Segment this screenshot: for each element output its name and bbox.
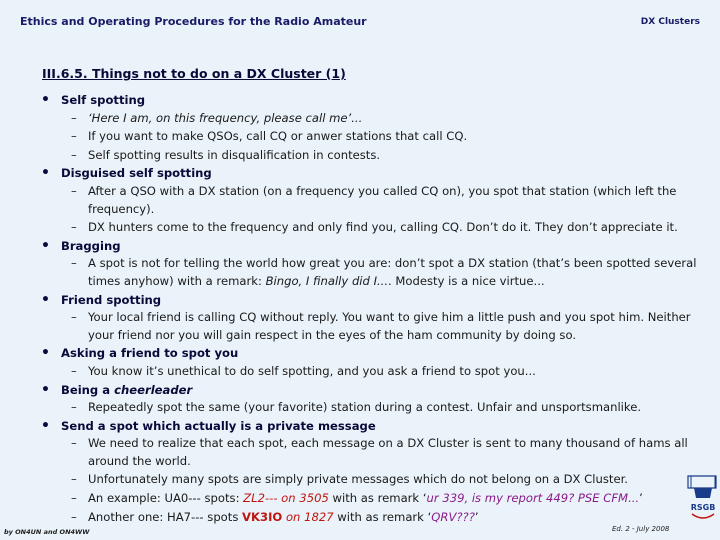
dash-icon: –	[71, 472, 77, 487]
sub-bullet	[40, 183, 716, 218]
header-left-title: Ethics and Operating Procedures for the Radio Amateur	[20, 15, 367, 28]
bullet-dot-icon: •	[41, 92, 50, 108]
sub-bullet	[40, 255, 716, 290]
sub-bullet-text: After a QSO with a DX station (on a frequency you called CQ on), you spot that station (which left the frequency).	[88, 183, 677, 216]
sub-bullet-text: ‘Here I am, on this frequency, please call me’...	[88, 110, 363, 125]
dash-icon: –	[71, 509, 77, 524]
sub-bullet	[40, 490, 716, 508]
footer-edition: Ed. 2 - July 2008	[612, 525, 670, 533]
sub-bullet-text: You know it’s unethical to do self spotting, and you ask a friend to spot you...	[88, 363, 536, 378]
sub-bullet	[40, 128, 716, 146]
footer-authors: by ON4UN and ON4WW	[4, 528, 90, 536]
bullet-heading: Friend spotting	[61, 292, 162, 307]
sub-bullet-text: with as remark ‘	[328, 491, 427, 506]
sub-bullet	[40, 435, 716, 470]
spotted-frequency: on 1827	[285, 509, 334, 524]
spot-remark: QRV???	[431, 509, 475, 524]
bullet-heading: Bragging	[61, 238, 121, 253]
bragging-remark: Bingo, I finally did I...	[265, 273, 389, 288]
sub-bullet-text: An example: UA0--- spots:	[88, 491, 244, 506]
dash-icon: –	[71, 436, 77, 451]
spot-remark: ur 339, is my report 449? PSE CFM...	[426, 491, 640, 506]
sub-bullet-text: Repeatedly spot the same (your favorite) station during a contest. Unfair and unsportsmanlike.	[88, 400, 642, 415]
sub-bullet	[40, 363, 716, 381]
dash-icon: –	[71, 147, 77, 162]
dash-icon: –	[71, 129, 77, 144]
sub-bullet-text: ’	[474, 509, 479, 524]
sub-bullet	[40, 399, 716, 417]
bullet-heading: Asking a friend to spot you	[61, 346, 239, 361]
dash-icon: –	[71, 110, 77, 125]
sub-bullet	[40, 309, 716, 344]
slide-title: III.6.5. Things not to do on a DX Cluster (1)	[42, 66, 346, 81]
bullet-friend-spotting	[40, 292, 716, 310]
sub-bullet	[40, 147, 716, 165]
sub-bullet	[40, 110, 716, 128]
sub-bullet-text: DX hunters come to the frequency and only find you, calling CQ. Don’t do it. They don’t appreciate it.	[88, 220, 678, 235]
bullet-heading: Disguised self spotting	[61, 166, 212, 181]
sub-bullet-text: Unfortunately many spots are simply private messages which do not belong on a DX Cluster.	[88, 472, 628, 487]
header-right-title: DX Clusters	[640, 17, 700, 27]
dash-icon: –	[71, 491, 77, 506]
bullet-dot-icon: •	[41, 417, 50, 434]
sub-bullet-text: . Modesty is a nice virtue...	[388, 273, 545, 288]
sub-bullet-text: ’	[639, 491, 643, 506]
dash-icon: –	[71, 183, 77, 198]
spotted-station: VK3IO	[242, 509, 283, 524]
bullet-dot-icon: •	[41, 291, 50, 308]
sub-bullet-text: We need to realize that each spot, each message on a DX Cluster is sent to many thousand of hams all around the world.	[88, 436, 688, 468]
bullet-dot-icon: •	[41, 237, 50, 254]
bullet-heading-emphasis: cheerleader	[114, 382, 193, 397]
sub-bullet	[40, 219, 716, 237]
bullet-cheerleader	[40, 382, 716, 400]
bullet-disguised-self-spotting	[40, 165, 716, 183]
sub-bullet	[40, 471, 716, 489]
dash-icon: –	[71, 220, 77, 235]
bullet-asking-friend	[40, 345, 716, 363]
dash-icon: –	[71, 363, 77, 378]
bullet-dot-icon: •	[41, 345, 50, 362]
sub-bullet-text: Your local friend is calling CQ without reply. You want to give him a little push and you spot him. Neither your friend nor you will gain respect in the eyes of the ham community by doing so.	[88, 310, 691, 342]
sub-bullet-text: Self spotting results in disqualification in contests.	[88, 147, 381, 162]
slide-content	[40, 92, 716, 527]
sub-bullet-text: with as remark ‘	[333, 509, 432, 524]
spotted-station: ZL2--- on 3505	[243, 491, 329, 506]
bullet-dot-icon: •	[41, 381, 50, 398]
sub-bullet-text: Another one: HA7--- spots	[88, 509, 243, 524]
bullet-bragging	[40, 238, 716, 256]
logo-text: RSGB	[690, 503, 716, 512]
sub-bullet-text: A spot is not for telling the world how great you are: don’t spot a DX station (that’s been spotted several times anyhow) with a remark:	[88, 256, 697, 288]
bullet-private-message	[40, 418, 716, 436]
bullet-heading: Being a	[61, 382, 115, 397]
dash-icon: –	[71, 400, 77, 415]
rsgb-logo	[686, 468, 720, 526]
bullet-heading: Self spotting	[61, 93, 146, 107]
sub-bullet-text: If you want to make QSOs, call CQ or anwer stations that call CQ.	[88, 129, 468, 144]
bullet-heading: Send a spot which actually is a private message	[61, 418, 376, 433]
bullet-dot-icon: •	[41, 165, 50, 182]
bullet-self-spotting	[40, 92, 716, 110]
dash-icon: –	[71, 310, 77, 325]
dash-icon: –	[71, 256, 77, 271]
sub-bullet	[40, 509, 716, 527]
rsgb-logo-icon	[686, 468, 720, 526]
